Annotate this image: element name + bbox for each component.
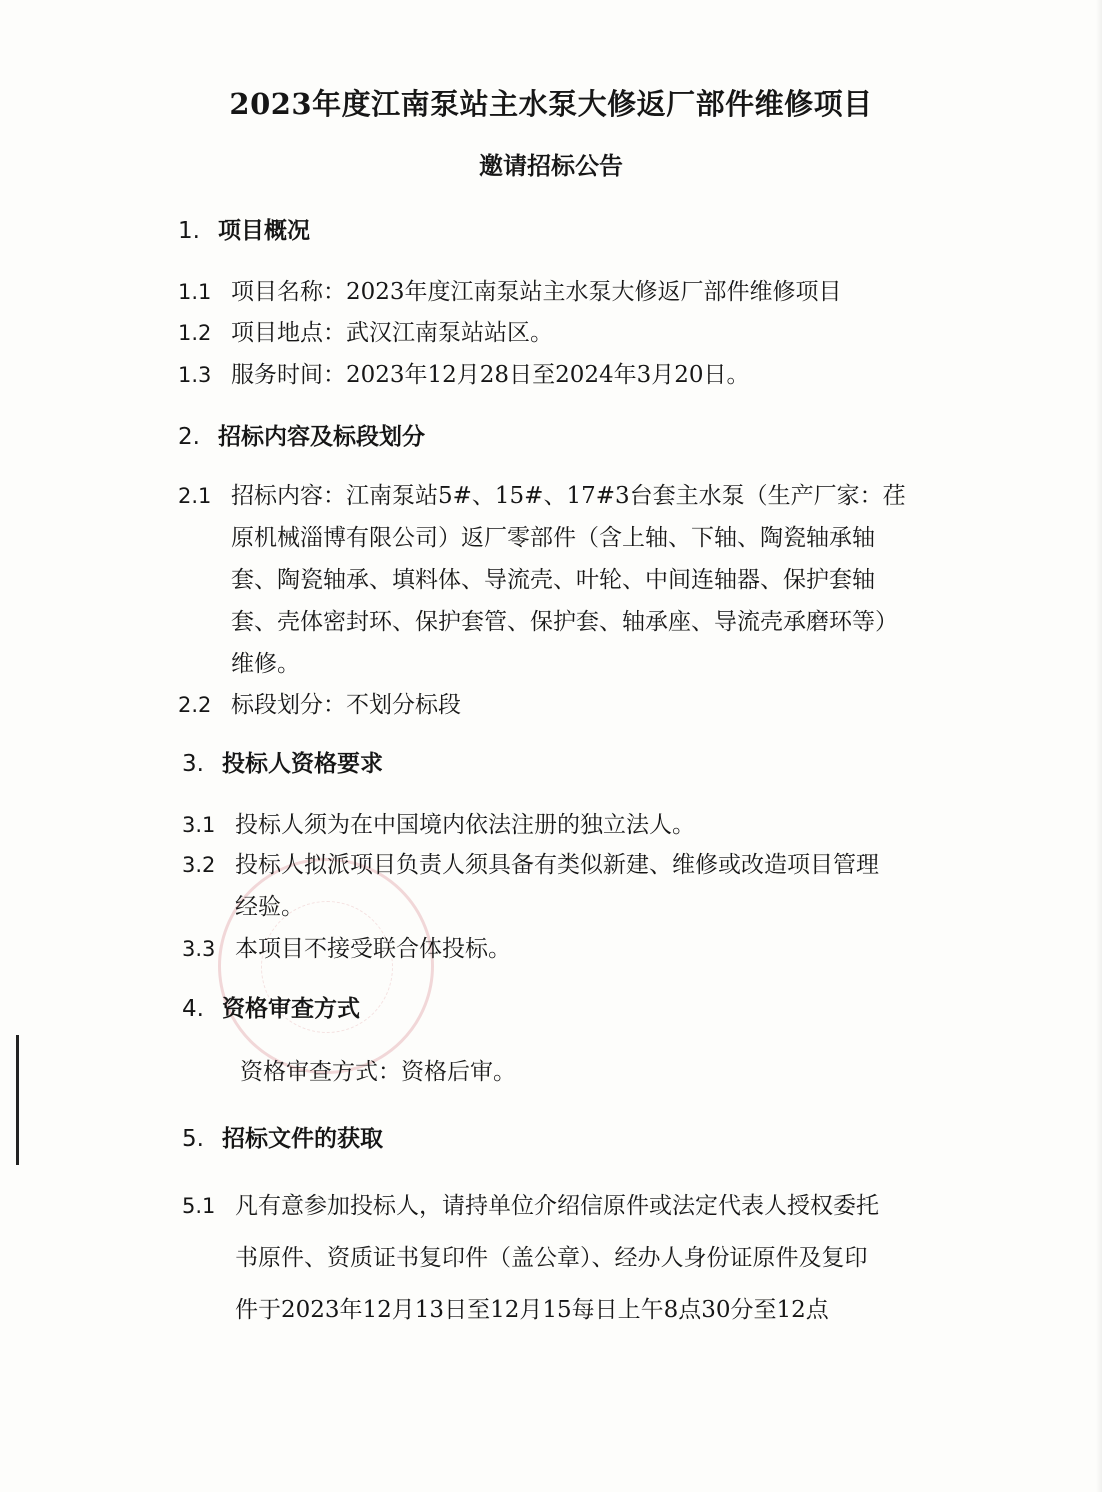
item-number: 1.2: [178, 321, 212, 345]
item-text: 项目地点：武汉江南泵站站区。: [231, 320, 553, 346]
item-text: 本项目不接受联合体投标。: [235, 936, 511, 962]
item-number: 3.3: [182, 937, 216, 961]
item-text-line: 原机械淄博有限公司）返厂零部件（含上轴、下轴、陶瓷轴承轴: [231, 525, 875, 551]
section-number: 1.: [178, 218, 200, 244]
item-text-line: 书原件、资质证书复印件（盖公章）、经办人身份证原件及复印: [235, 1245, 868, 1271]
item-number: 2.2: [178, 693, 212, 717]
section-title: 招标内容及标段划分: [218, 423, 425, 450]
item-number: 1.1: [178, 280, 212, 304]
section-title: 招标文件的获取: [222, 1125, 383, 1152]
item-text: 投标人须为在中国境内依法注册的独立法人。: [235, 812, 695, 838]
section-title: 投标人资格要求: [222, 750, 383, 777]
item-text: 服务时间：2023年12月28日至2024年3月20日。: [231, 362, 750, 388]
section-body-4: 资格审查方式：资格后审。: [240, 1059, 516, 1085]
section-title: 资格审查方式: [222, 995, 360, 1022]
section-number: 4.: [182, 996, 204, 1022]
scan-edge-mark: [16, 1035, 19, 1165]
document-title: 2023年度江南泵站主水泵大修返厂部件维修项目: [229, 87, 873, 121]
section-number: 5.: [182, 1126, 204, 1152]
section-heading-2: [178, 418, 425, 451]
section-number: 3.: [182, 751, 204, 777]
item-number: 3.2: [182, 853, 216, 877]
item-text-line: 维修。: [231, 651, 300, 677]
item-text-line: 套、陶瓷轴承、填料体、导流壳、叶轮、中间连轴器、保护套轴: [231, 567, 875, 593]
item-text-line: 套、壳体密封环、保护套管、保护套、轴承座、导流壳承磨环等）: [231, 609, 898, 635]
item-number: 1.3: [178, 363, 212, 387]
item-number: 2.1: [178, 484, 212, 508]
item-text: 项目名称：2023年度江南泵站主水泵大修返厂部件维修项目: [231, 279, 842, 305]
section-heading-5: [182, 1120, 383, 1153]
scan-shadow-edge: [1096, 0, 1102, 1492]
item-number: 3.1: [182, 813, 216, 837]
item-text-line: 凡有意参加投标人，请持单位介绍信原件或法定代表人授权委托: [235, 1193, 879, 1219]
item-text-line: 件于2023年12月13日至12月15每日上午8点30分至12点: [235, 1297, 829, 1323]
section-heading-1: [178, 212, 310, 245]
section-title: 项目概况: [218, 217, 310, 244]
item-text: 标段划分：不划分标段: [231, 692, 461, 718]
section-number: 2.: [178, 424, 200, 450]
section-heading-3: [182, 745, 383, 778]
item-text-line: 经验。: [235, 894, 304, 920]
item-text-line: 招标内容：江南泵站5#、15#、17#3台套主水泵（生产厂家：荏: [231, 483, 906, 509]
item-text-line: 投标人拟派项目负责人须具备有类似新建、维修或改造项目管理: [235, 852, 879, 878]
document-subtitle: 邀请招标公告: [479, 151, 623, 180]
section-heading-4: [182, 990, 360, 1023]
item-number: 5.1: [182, 1194, 216, 1218]
